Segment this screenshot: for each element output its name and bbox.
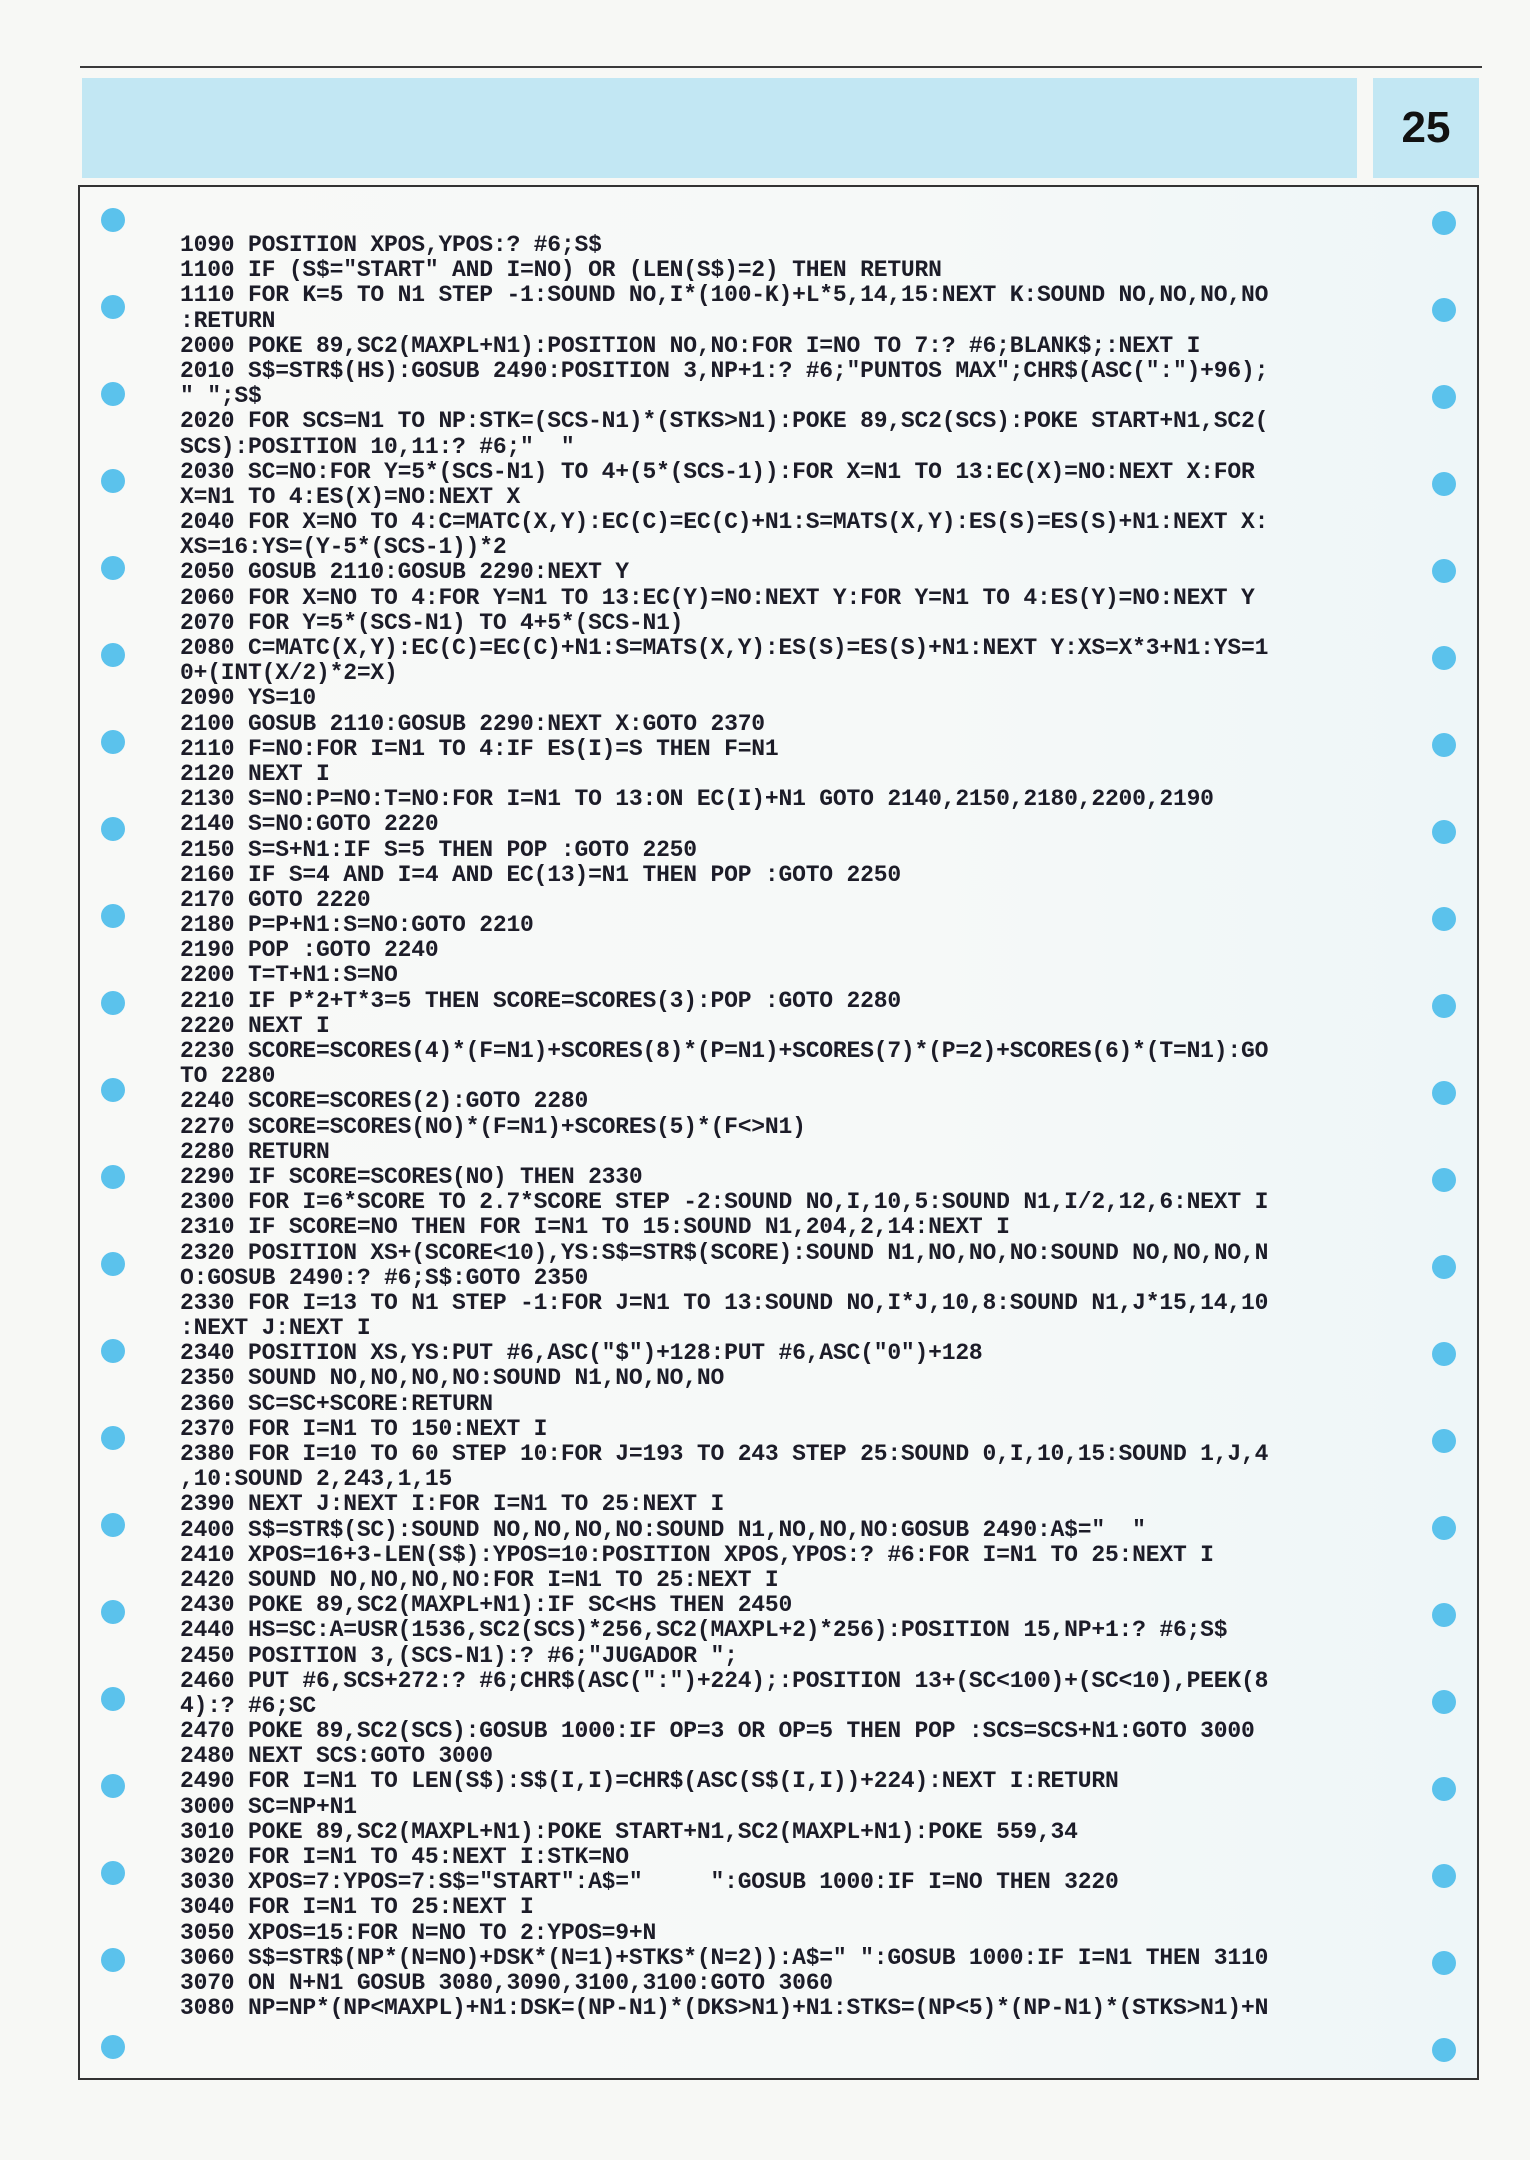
code-line: " ";S$: [180, 383, 262, 410]
basic-code-listing: [180, 233, 1268, 2021]
code-line: 2060 FOR X=NO TO 4:FOR Y=N1 TO 13:EC(Y)=NO:NEXT Y:FOR Y=N1 TO 4:ES(Y)=NO:NEXT Y: [180, 584, 1255, 611]
code-line: 2000 POKE 89,SC2(MAXPL+N1):POSITION NO,NO:FOR I=NO TO 7:? #6;BLANK$;:NEXT I: [180, 332, 1201, 359]
code-line: 2370 FOR I=N1 TO 150:NEXT I: [180, 1415, 548, 1442]
code-line: 2320 POSITION XS+(SCORE<10),YS:S$=STR$(SCORE):SOUND N1,NO,NO,NO:SOUND NO,NO,NO,N: [180, 1239, 1269, 1266]
code-line: 2020 FOR SCS=N1 TO NP:STK=(SCS-N1)*(STKS>N1):POKE 89,SC2(SCS):POKE START+N1,SC2(: [180, 408, 1269, 435]
code-line: 2170 GOTO 2220: [180, 886, 371, 913]
code-line: 3050 XPOS=15:FOR N=NO TO 2:YPOS=9+N: [180, 1919, 657, 1946]
right-bullet-dot: [1432, 298, 1456, 322]
left-bullet-dot: [101, 643, 125, 667]
code-line: 2410 XPOS=16+3-LEN(S$):YPOS=10:POSITION XPOS,YPOS:? #6:FOR I=N1 TO 25:NEXT I: [180, 1541, 1214, 1568]
right-bullet-dot: [1432, 1951, 1456, 1975]
right-bullet-dot: [1432, 2038, 1456, 2062]
code-line: 2340 POSITION XS,YS:PUT #6,ASC("$")+128:PUT #6,ASC("0")+128: [180, 1340, 983, 1367]
left-bullet-dot: [101, 208, 125, 232]
code-line: 2010 S$=STR$(HS):GOSUB 2490:POSITION 3,NP+1:? #6;"PUNTOS MAX";CHR$(ASC(":")+96);: [180, 357, 1269, 384]
left-bullet-dot: [101, 556, 125, 580]
code-line: 2160 IF S=4 AND I=4 AND EC(13)=N1 THEN POP :GOTO 2250: [180, 861, 901, 888]
left-bullet-dot: [101, 904, 125, 928]
code-line: 3000 SC=NP+N1: [180, 1793, 357, 1820]
code-line: :NEXT J:NEXT I: [180, 1315, 371, 1342]
left-bullet-dot: [101, 1948, 125, 1972]
code-line: 2220 NEXT I: [180, 1012, 330, 1039]
code-line: 2420 SOUND NO,NO,NO,NO:FOR I=N1 TO 25:NEXT I: [180, 1566, 779, 1593]
right-bullet-dot: [1432, 1777, 1456, 1801]
right-bullet-dot: [1432, 1516, 1456, 1540]
right-bullet-dot: [1432, 1081, 1456, 1105]
left-bullet-dot: [101, 1339, 125, 1363]
code-line: 2400 S$=STR$(SC):SOUND NO,NO,NO,NO:SOUND N1,NO,NO,NO:GOSUB 2490:A$=" ": [180, 1516, 1146, 1543]
right-bullet-dot: [1432, 1168, 1456, 1192]
code-line: 2480 NEXT SCS:GOTO 3000: [180, 1743, 493, 1770]
code-line: 2190 POP :GOTO 2240: [180, 937, 439, 964]
left-bullet-dot: [101, 1513, 125, 1537]
left-bullet-dot: [101, 2035, 125, 2059]
right-bullet-dot: [1432, 1429, 1456, 1453]
code-line: 3070 ON N+N1 GOSUB 3080,3090,3100,3100:GOTO 3060: [180, 1969, 833, 1996]
code-line: 2270 SCORE=SCORES(NO)*(F=N1)+SCORES(5)*(F<>N1): [180, 1113, 806, 1140]
code-line: 2350 SOUND NO,NO,NO,NO:SOUND N1,NO,NO,NO: [180, 1365, 725, 1392]
code-line: SCS):POSITION 10,11:? #6;" ": [180, 433, 575, 460]
page-number: 25: [1401, 103, 1451, 152]
code-line: O:GOSUB 2490:? #6;S$:GOTO 2350: [180, 1264, 589, 1291]
code-line: 2200 T=T+N1:S=NO: [180, 962, 398, 989]
code-line: 2440 HS=SC:A=USR(1536,SC2(SCS)*256,SC2(MAXPL+2)*256):POSITION 15,NP+1:? #6;S$: [180, 1617, 1228, 1644]
left-bullet-dot: [101, 469, 125, 493]
left-bullet-dot: [101, 991, 125, 1015]
right-bullet-dot: [1432, 994, 1456, 1018]
code-line: 3010 POKE 89,SC2(MAXPL+N1):POKE START+N1,SC2(MAXPL+N1):POKE 559,34: [180, 1818, 1078, 1845]
code-line: 2240 SCORE=SCORES(2):GOTO 2280: [180, 1088, 589, 1115]
code-line: 2130 S=NO:P=NO:T=NO:FOR I=N1 TO 13:ON EC(I)+N1 GOTO 2140,2150,2180,2200,2190: [180, 786, 1214, 813]
right-bullet-dot: [1432, 385, 1456, 409]
left-bullet-dot: [101, 730, 125, 754]
code-line: 2360 SC=SC+SCORE:RETURN: [180, 1390, 493, 1417]
right-bullet-dot: [1432, 820, 1456, 844]
code-line: 2070 FOR Y=5*(SCS-N1) TO 4+5*(SCS-N1): [180, 609, 684, 636]
right-bullet-dot: [1432, 907, 1456, 931]
left-bullet-dot: [101, 1774, 125, 1798]
code-line: 2150 S=S+N1:IF S=5 THEN POP :GOTO 2250: [180, 836, 697, 863]
left-bullet-dot: [101, 382, 125, 406]
left-bullet-dot: [101, 817, 125, 841]
code-line: 2050 GOSUB 2110:GOSUB 2290:NEXT Y: [180, 559, 629, 586]
top-rule: [80, 66, 1482, 68]
code-line: 3020 FOR I=N1 TO 45:NEXT I:STK=NO: [180, 1844, 629, 1870]
code-line: 3040 FOR I=N1 TO 25:NEXT I: [180, 1894, 534, 1921]
left-bullet-dot: [101, 1078, 125, 1102]
code-line: 2470 POKE 89,SC2(SCS):GOSUB 1000:IF OP=3 OR OP=5 THEN POP :SCS=SCS+N1:GOTO 3000: [180, 1718, 1255, 1745]
left-bullet-dot: [101, 1861, 125, 1885]
code-line: 2080 C=MATC(X,Y):EC(C)=EC(C)+N1:S=MATS(X,Y):ES(S)=ES(S)+N1:NEXT Y:XS=X*3+N1:YS=1: [180, 635, 1269, 661]
code-line: 2040 FOR X=NO TO 4:C=MATC(X,Y):EC(C)=EC(C)+N1:S=MATS(X,Y):ES(S)=ES(S)+N1:NEXT X:: [180, 509, 1269, 536]
code-line: 2230 SCORE=SCORES(4)*(F=N1)+SCORES(8)*(P=N1)+SCORES(7)*(P=2)+SCORES(6)*(T=N1):GO: [180, 1038, 1269, 1064]
right-bullet-dot: [1432, 1603, 1456, 1627]
code-line: 2140 S=NO:GOTO 2220: [180, 811, 439, 838]
right-bullet-dot: [1432, 472, 1456, 496]
code-line: X=N1 TO 4:ES(X)=NO:NEXT X: [180, 483, 521, 510]
right-bullet-dot: [1432, 1690, 1456, 1714]
code-line: 2390 NEXT J:NEXT I:FOR I=N1 TO 25:NEXT I: [180, 1491, 725, 1518]
left-bullet-dot: [101, 1687, 125, 1711]
left-bullet-dot: [101, 1165, 125, 1189]
right-bullet-dot: [1432, 559, 1456, 583]
code-line: 2100 GOSUB 2110:GOSUB 2290:NEXT X:GOTO 2370: [180, 710, 765, 737]
code-line: 2290 IF SCORE=SCORES(NO) THEN 2330: [180, 1163, 643, 1190]
code-line: 2490 FOR I=N1 TO LEN(S$):S$(I,I)=CHR$(ASC(S$(I,I))+224):NEXT I:RETURN: [180, 1768, 1119, 1795]
code-line: 2180 P=P+N1:S=NO:GOTO 2210: [180, 912, 534, 939]
code-line: 2030 SC=NO:FOR Y=5*(SCS-N1) TO 4+(5*(SCS-1)):FOR X=N1 TO 13:EC(X)=NO:NEXT X:FOR: [180, 458, 1255, 485]
code-line: 3030 XPOS=7:YPOS=7:S$="START":A$=" ":GOSUB 1000:IF I=NO THEN 3220: [180, 1869, 1119, 1896]
right-bullet-dot: [1432, 646, 1456, 670]
code-line: 2090 YS=10: [180, 685, 317, 712]
code-line: TO 2280: [180, 1063, 276, 1090]
right-bullet-dot: [1432, 1255, 1456, 1279]
right-bullet-dot: [1432, 733, 1456, 757]
code-line: 1090 POSITION XPOS,YPOS:? #6;S$: [180, 232, 602, 258]
code-line: XS=16:YS=(Y-5*(SCS-1))*2: [180, 534, 507, 561]
code-line: 2450 POSITION 3,(SCS-N1):? #6;"JUGADOR ";: [180, 1642, 738, 1669]
header-band: [82, 78, 1357, 178]
code-line: 2120 NEXT I: [180, 760, 330, 787]
right-bullet-dot: [1432, 1864, 1456, 1888]
code-line: 3060 S$=STR$(NP*(N=NO)+DSK*(N=1)+STKS*(N=2)):A$=" ":GOSUB 1000:IF I=N1 THEN 3110: [180, 1944, 1269, 1971]
left-bullet-dot: [101, 295, 125, 319]
page-number-box: [1373, 78, 1479, 178]
code-line: 2280 RETURN: [180, 1138, 330, 1165]
code-line: 2430 POKE 89,SC2(MAXPL+N1):IF SC<HS THEN 2450: [180, 1592, 793, 1619]
code-line: 1100 IF (S$="START" AND I=NO) OR (LEN(S$)=2) THEN RETURN: [180, 257, 942, 284]
code-line: 1110 FOR K=5 TO N1 STEP -1:SOUND NO,I*(100-K)+L*5,14,15:NEXT K:SOUND NO,NO,NO,NO: [180, 282, 1269, 309]
left-bullet-dot: [101, 1426, 125, 1450]
code-line: 2210 IF P*2+T*3=5 THEN SCORE=SCORES(3):POP :GOTO 2280: [180, 987, 901, 1014]
code-line: 2110 F=NO:FOR I=N1 TO 4:IF ES(I)=S THEN F=N1: [180, 735, 779, 762]
code-line: 2300 FOR I=6*SCORE TO 2.7*SCORE STEP -2:SOUND NO,I,10,5:SOUND N1,I/2,12,6:NEXT I: [180, 1189, 1269, 1216]
code-line: 2330 FOR I=13 TO N1 STEP -1:FOR J=N1 TO 13:SOUND NO,I*J,10,8:SOUND N1,J*15,14,10: [180, 1289, 1269, 1316]
code-line: 2310 IF SCORE=NO THEN FOR I=N1 TO 15:SOUND N1,204,2,14:NEXT I: [180, 1214, 1010, 1241]
code-line: :RETURN: [180, 307, 276, 334]
left-bullet-dot: [101, 1600, 125, 1624]
right-bullet-dot: [1432, 1342, 1456, 1366]
right-bullet-dot: [1432, 211, 1456, 235]
code-line: 3080 NP=NP*(NP<MAXPL)+N1:DSK=(NP-N1)*(DKS>N1)+N1:STKS=(NP<5)*(NP-N1)*(STKS>N1)+N: [180, 1995, 1269, 2022]
code-line: 2460 PUT #6,SCS+272:? #6;CHR$(ASC(":")+224);:POSITION 13+(SC<100)+(SC<10),PEEK(8: [180, 1667, 1269, 1694]
code-line: 0+(INT(X/2)*2=X): [180, 660, 398, 687]
code-line: 2380 FOR I=10 TO 60 STEP 10:FOR J=193 TO 243 STEP 25:SOUND 0,I,10,15:SOUND 1,J,4: [180, 1441, 1269, 1467]
code-line: 4):? #6;SC: [180, 1692, 317, 1719]
left-bullet-dot: [101, 1252, 125, 1276]
code-line: ,10:SOUND 2,243,1,15: [180, 1466, 453, 1493]
